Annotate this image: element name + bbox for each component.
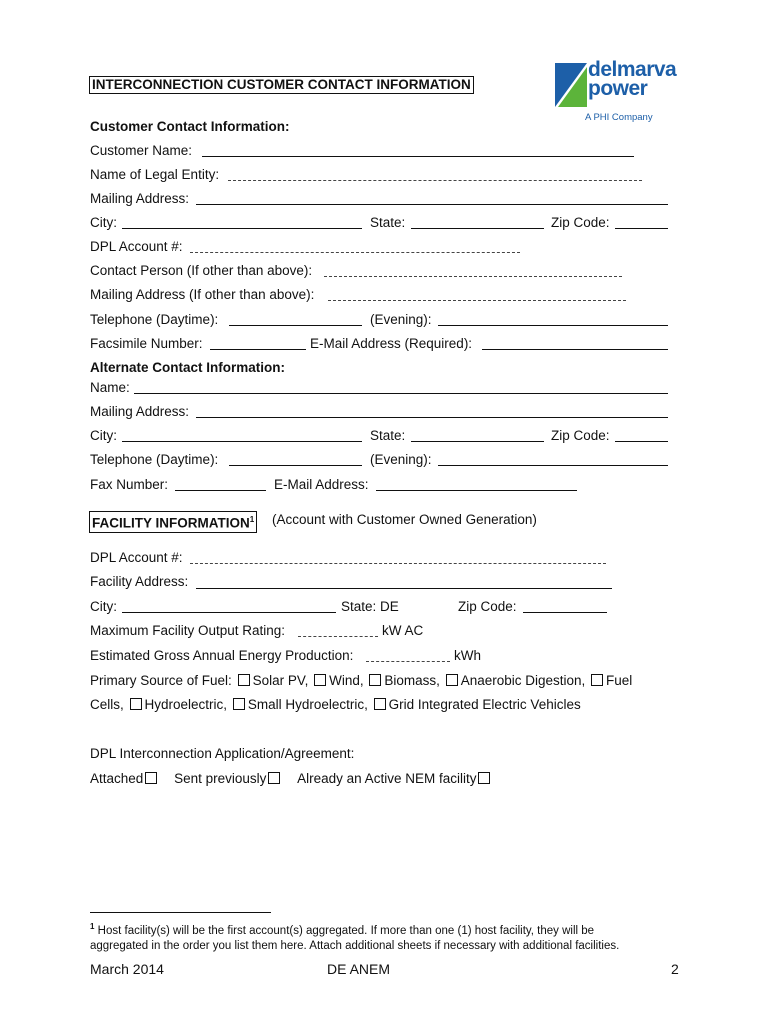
alternate-heading: Alternate Contact Information: [90,360,286,375]
alt-name-label: Name: [90,380,130,395]
alt-mailing-field[interactable] [196,417,668,418]
facility-city-label: City: [90,599,117,614]
dpl-account-field[interactable] [190,252,520,253]
footnote [90,919,619,954]
customer-heading: Customer Contact Information: [90,119,290,134]
sent-previously-label: Sent previously [174,771,267,786]
customer-name-field[interactable] [202,156,634,157]
fuel-biomass-checkbox[interactable] [369,674,381,686]
customer-name-label: Customer Name: [90,143,193,158]
contact-person-field[interactable] [324,276,622,277]
facility-address-field[interactable] [196,588,612,589]
alt-city-field[interactable] [122,441,362,442]
max-rating-field[interactable] [298,636,378,637]
max-rating-unit: kW AC [382,623,424,638]
max-rating-label: Maximum Facility Output Rating: [90,623,286,638]
zip-field[interactable] [615,228,668,229]
fuel-gev-checkbox[interactable] [374,698,386,710]
mailing-address-field[interactable] [196,204,668,205]
zip-label: Zip Code: [551,215,610,230]
fuel-wind-checkbox[interactable] [314,674,326,686]
alt-email-field[interactable] [376,490,577,491]
alt-email-label: E-Mail Address: [274,477,369,492]
alt-state-field[interactable] [411,441,544,442]
logo-line1: delmarva [588,58,677,81]
footer-title: DE ANEM [327,961,391,977]
email-label: E-Mail Address (Required): [310,336,473,351]
delmarva-logo [555,60,685,126]
fuel-cells-checkbox[interactable] [591,674,603,686]
facility-subheading: (Account with Customer Owned Generation) [272,512,537,527]
state-field[interactable] [411,228,544,229]
facility-heading-text: FACILITY INFORMATION [92,515,250,531]
fuel-small-hydro-checkbox[interactable] [233,698,245,710]
state-label: State: [370,215,406,230]
city-label: City: [90,215,117,230]
mailing-other-label: Mailing Address (If other than above): [90,287,315,302]
telephone-eve-label: (Evening): [370,312,432,327]
agreement-label: DPL Interconnection Application/Agreement: [90,746,355,761]
energy-field[interactable] [366,661,450,662]
facility-state-label: State: DE [341,599,399,614]
fax-label: Facsimile Number: [90,336,203,351]
facility-zip-label: Zip Code: [458,599,517,614]
footnote-divider [90,912,271,913]
facility-city-field[interactable] [122,612,336,613]
email-field[interactable] [482,349,668,350]
facility-account-label: DPL Account #: [90,550,183,565]
fuel-row-2 [90,697,581,713]
footer-date: March 2014 [90,961,164,977]
fuel-wind-label: Wind, [329,673,364,688]
fuel-hydro-label: Hydroelectric, [144,697,228,712]
alt-zip-field[interactable] [615,441,668,442]
energy-unit: kWh [454,648,481,663]
telephone-day-label: Telephone (Daytime): [90,312,219,327]
fuel-anaerobic-checkbox[interactable] [446,674,458,686]
mailing-address-label: Mailing Address: [90,191,190,206]
alt-city-label: City: [90,428,117,443]
facility-account-field[interactable] [190,563,606,564]
contact-person-label: Contact Person (If other than above): [90,263,313,278]
fuel-hydro-checkbox[interactable] [130,698,142,710]
fuel-row-1 [90,673,632,689]
city-field[interactable] [122,228,362,229]
fax-field[interactable] [210,349,306,350]
alt-telephone-day-field[interactable] [229,465,362,466]
attached-label: Attached [90,771,144,786]
footnote-line2: aggregated in the order you list them here. Attach additional sheets if necessary with additional facilities. [90,939,620,952]
fuel-label: Primary Source of Fuel: [90,673,232,688]
alt-telephone-eve-field[interactable] [438,465,668,466]
alt-name-field[interactable] [134,393,668,394]
telephone-day-field[interactable] [229,325,362,326]
dpl-account-label: DPL Account #: [90,239,183,254]
alt-state-label: State: [370,428,406,443]
logo-mark-icon [555,63,587,107]
facility-heading [89,511,257,533]
fuel-small-hydro-label: Small Hydroelectric, [247,697,368,712]
fuel-anaerobic-label: Anaerobic Digestion, [460,673,586,688]
fuel-cells-label-part1: Fuel [606,673,633,688]
footnote-number: 1 [90,922,95,931]
agreement-options [90,771,493,787]
alt-fax-label: Fax Number: [90,477,169,492]
facility-footnote-ref: 1 [249,515,255,524]
sent-previously-checkbox[interactable] [268,772,280,784]
fuel-biomass-label: Biomass, [384,673,440,688]
facility-address-label: Facility Address: [90,574,189,589]
legal-entity-label: Name of Legal Entity: [90,167,220,182]
energy-label: Estimated Gross Annual Energy Production: [90,648,354,663]
alt-telephone-day-label: Telephone (Daytime): [90,452,219,467]
active-nem-label: Already an Active NEM facility [297,771,477,786]
telephone-eve-field[interactable] [438,325,668,326]
alt-fax-field[interactable] [175,490,266,491]
page-number: 2 [671,961,679,977]
page-title: INTERCONNECTION CUSTOMER CONTACT INFORMATION [89,76,474,94]
facility-zip-field[interactable] [523,612,607,613]
attached-checkbox[interactable] [145,772,157,784]
logo-tagline: A PHI Company [585,112,653,123]
mailing-other-field[interactable] [328,300,626,301]
alt-zip-label: Zip Code: [551,428,610,443]
fuel-cells-label-part2: Cells, [90,697,124,712]
footnote-line1: Host facility(s) will be the first account(s) aggregated. If more than one (1) host facility, they will be [97,924,595,937]
alt-mailing-label: Mailing Address: [90,404,190,419]
active-nem-checkbox[interactable] [478,772,490,784]
logo-line2: power [588,77,648,100]
fuel-solar-label: Solar PV, [252,673,309,688]
fuel-gev-label: Grid Integrated Electric Vehicles [388,697,581,712]
alt-telephone-eve-label: (Evening): [370,452,432,467]
fuel-solar-checkbox[interactable] [238,674,250,686]
legal-entity-field[interactable] [228,180,642,181]
